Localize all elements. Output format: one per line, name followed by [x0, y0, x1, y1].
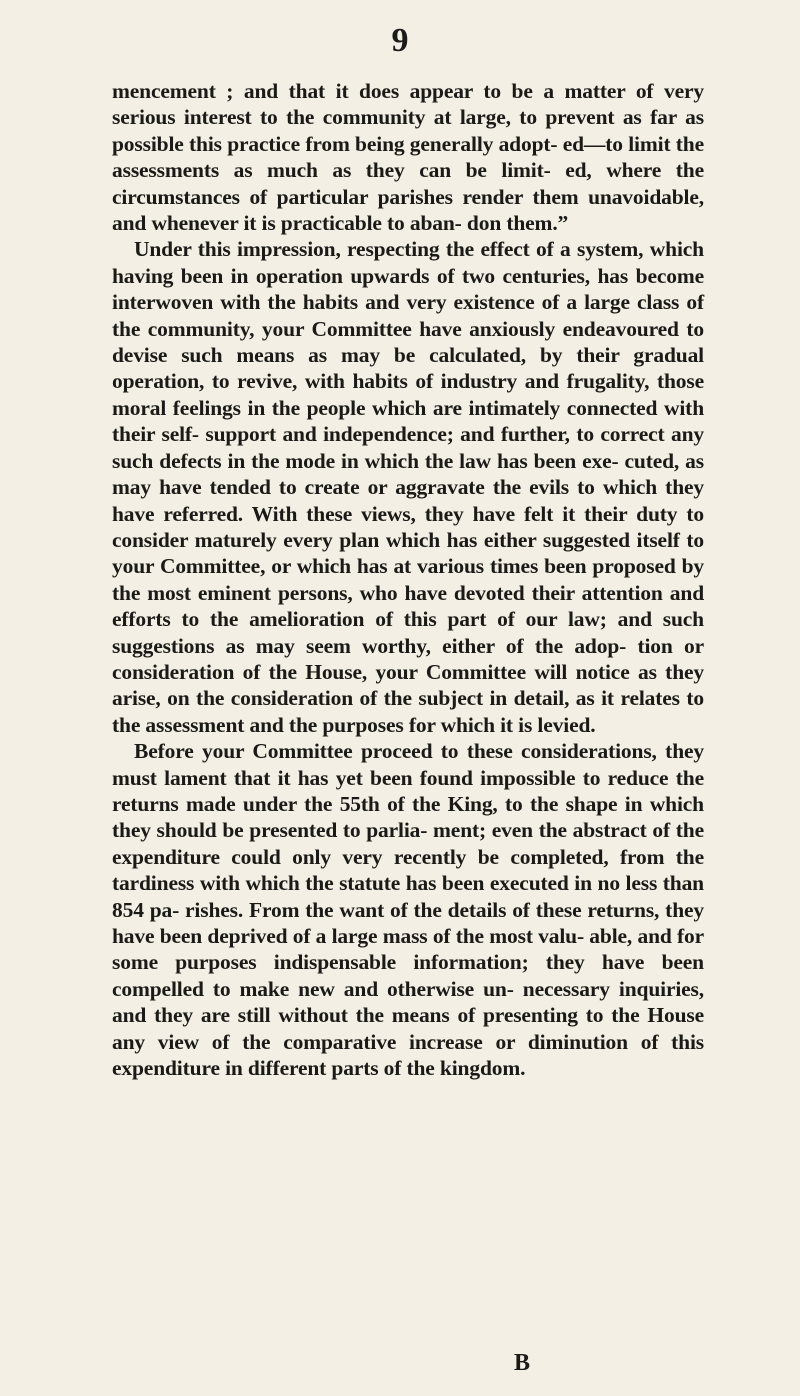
page-number: 9	[391, 22, 409, 59]
body-text	[112, 78, 704, 1081]
signature-mark: B	[514, 1350, 531, 1376]
paragraph-3: Before your Committee proceed to these considerations, they must lament that it has yet been found impossible to reduce the returns made under the 55th of the King, to the shape in which they should be presented to parlia- ment; even the abstract of the expenditure could only very recently be completed, from the tardiness with which the statute has been executed in no less than 854 pa- rishes. From the want of the details of these returns, they have been deprived of a large mass of the most valu- able, and for some purposes indispensable information; they have been compelled to make new and otherwise un- necessary inquiries, and they are still without the means of presenting to the House any view of the comparative increase or diminution of this expenditure in different parts of the kingdom.	[112, 739, 704, 1081]
paragraph-2: Under this impression, respecting the effect of a system, which having been in operation upwards of two centuries, has become interwoven with the habits and very existence of a large class of the community, your Committee have anxiously endeavoured to devise such means as may be calculated, by their gradual operation, to revive, with habits of industry and frugality, those moral feelings in the people which are intimately connected with their self- support and independence; and further, to correct any such defects in the mode in which the law has been exe- cuted, as may have tended to create or aggravate the evils to which they have referred. With these views, they have felt it their duty to consider maturely every plan which has either suggested itself to your Committee, or which has at various times been proposed by the most eminent persons, who have devoted their attention and efforts to the amelioration of this part of our law; and such suggestions as may seem worthy, either of the adop- tion or consideration of the House, your Committee will notice as they arise, on the consideration of the subject in detail, as it relates to the assessment and the purposes for which it is levied.	[112, 237, 704, 737]
paragraph-1: mencement ; and that it does appear to be a matter of very serious interest to the community at large, to prevent as far as possible this practice from being generally adopt- ed—to limit the assessments as much as they can be limit- ed, where the circumstances of particular parishes render them unavoidable, and whenever it is practicable to aban- don them.”	[112, 79, 704, 236]
